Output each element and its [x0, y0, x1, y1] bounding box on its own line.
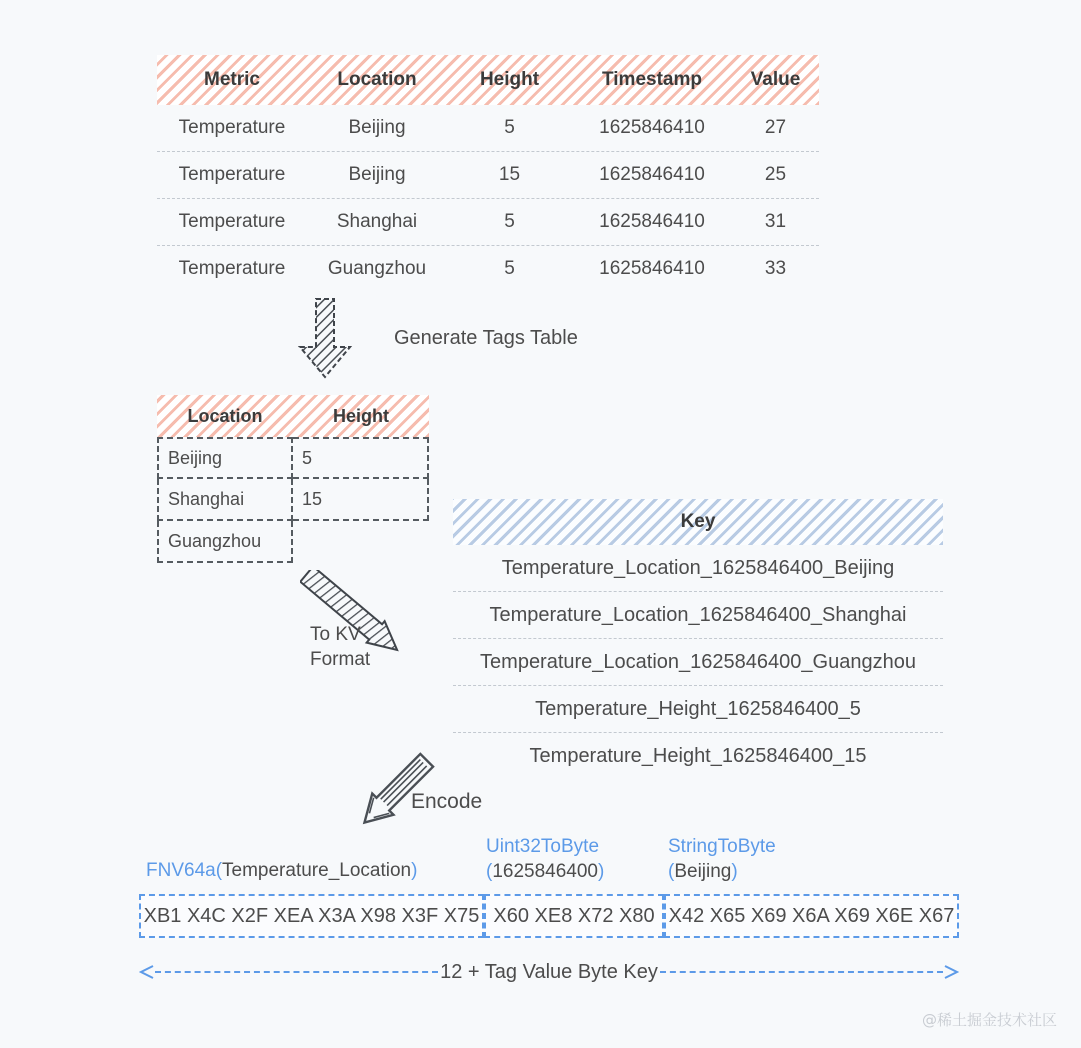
cell-value: 31 — [764, 211, 787, 232]
cell-height: 5 — [293, 437, 429, 479]
arrow-down-hatched-icon — [296, 297, 354, 379]
column-header-location: Location — [337, 69, 417, 90]
generate-arrow-label: Generate Tags Table — [394, 326, 578, 349]
to-kv-format-label — [310, 622, 370, 672]
table-row — [157, 199, 819, 246]
column-header-key: Key — [680, 511, 716, 532]
cell-metric: Temperature — [178, 258, 286, 279]
encode-label: Encode — [411, 790, 483, 813]
cell-value: 25 — [764, 164, 787, 185]
cell-height: 5 — [504, 258, 515, 279]
table-row — [157, 521, 429, 563]
byte-group-tagvalue: X42 X65 X69 X6A X69 X6E X67 — [664, 894, 959, 938]
table-row — [157, 246, 819, 292]
list-item: Temperature_Location_1625846400_Guangzhou — [453, 639, 943, 686]
encode-fn-arg-wrap: (1625846400) — [486, 861, 605, 882]
cell-height: 15 — [498, 164, 521, 185]
cell-value: 33 — [764, 258, 787, 279]
column-header-height: Height — [479, 69, 540, 90]
cell-location: Guangzhou — [157, 521, 293, 563]
table-row — [157, 105, 819, 152]
cell-timestamp: 1625846410 — [599, 164, 705, 185]
cell-location: Shanghai — [336, 211, 418, 232]
cell-timestamp: 1625846410 — [599, 117, 705, 138]
to-kv-label-line1: To KV — [310, 624, 361, 645]
table-row — [157, 479, 429, 521]
encode-fn-arg: 1625846400 — [492, 861, 598, 882]
encode-fn-uint32tobyte — [486, 834, 604, 884]
dimension-segment-left — [155, 971, 438, 973]
encode-fn-fnv64a — [146, 858, 417, 883]
generate-tags-table-step — [296, 297, 578, 379]
encode-fn-arg: Beijing — [674, 861, 732, 882]
to-kv-label-line2: Format — [310, 649, 371, 670]
list-item: Temperature_Location_1625846400_Beijing — [453, 545, 943, 592]
source-data-table — [157, 55, 819, 292]
cell-location: Guangzhou — [327, 258, 427, 279]
cell-location: Beijing — [348, 117, 406, 138]
cell-timestamp: 1625846410 — [599, 258, 705, 279]
source-table-header-row — [157, 55, 819, 105]
to-kv-format-step — [300, 570, 445, 670]
column-header-location: Location — [187, 405, 263, 426]
column-header-metric: Metric — [204, 69, 260, 90]
encode-fn-name: Uint32ToByte — [486, 836, 600, 857]
column-header-value: Value — [750, 69, 801, 90]
encoded-byte-row — [139, 894, 959, 938]
cell-value: 27 — [764, 117, 787, 138]
cell-height: 5 — [504, 117, 515, 138]
cell-height: 15 — [293, 479, 429, 521]
list-item: Temperature_Location_1625846400_Shanghai — [453, 592, 943, 639]
encode-fn-stringtobyte — [668, 834, 776, 884]
encode-fn-arg-wrap: (Beijing) — [668, 861, 738, 882]
arrow-right-cap-icon — [943, 964, 959, 980]
dimension-label: 12 + Tag Value Byte Key — [440, 960, 658, 983]
key-table — [453, 499, 943, 779]
cell-height-empty — [293, 521, 429, 563]
cell-metric: Temperature — [178, 164, 286, 185]
column-header-timestamp: Timestamp — [602, 69, 702, 90]
encode-fn-name: FNV64a — [146, 860, 216, 881]
cell-location: Beijing — [348, 164, 406, 185]
table-row — [157, 152, 819, 199]
cell-metric: Temperature — [178, 211, 286, 232]
cell-location: Shanghai — [157, 479, 293, 521]
byte-key-dimension-line — [139, 958, 959, 986]
cell-height: 5 — [504, 211, 515, 232]
cell-location: Beijing — [157, 437, 293, 479]
byte-group-hash: XB1 X4C X2F XEA X3A X98 X3F X75 — [139, 894, 484, 938]
tags-table — [157, 395, 429, 563]
dimension-segment-right — [660, 971, 943, 973]
encode-step — [345, 745, 483, 840]
cell-metric: Temperature — [178, 117, 286, 138]
byte-group-timestamp: X60 XE8 X72 X80 — [484, 894, 664, 938]
table-row — [157, 437, 429, 479]
encode-fn-name: StringToByte — [668, 836, 776, 857]
cell-timestamp: 1625846410 — [599, 211, 705, 232]
list-item: Temperature_Height_1625846400_5 — [453, 686, 943, 733]
watermark: @稀土掘金技术社区 — [921, 1011, 1057, 1029]
paren-close: ) — [411, 860, 418, 881]
encode-fn-arg: Temperature_Location — [222, 860, 412, 881]
arrow-left-cap-icon — [139, 964, 155, 980]
key-table-header-row — [453, 499, 943, 545]
tags-table-header-row — [157, 395, 429, 437]
column-header-height: Height — [333, 405, 389, 426]
paren-open: ( — [215, 860, 223, 881]
list-item: Temperature_Height_1625846400_15 — [529, 744, 867, 767]
